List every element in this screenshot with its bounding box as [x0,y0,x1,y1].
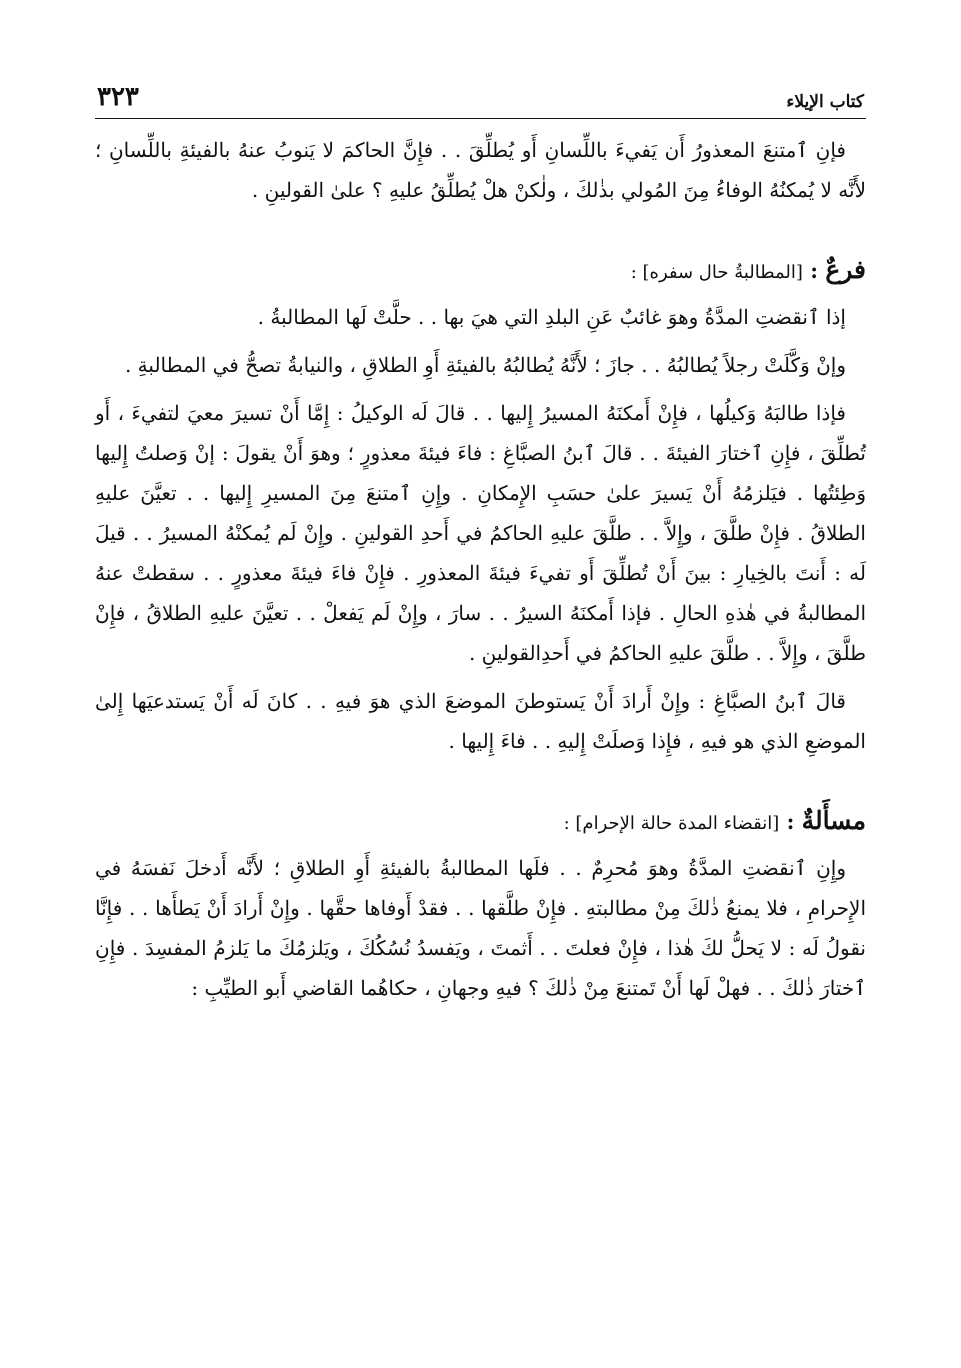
heading-separator: : [802,258,826,283]
paragraph-1: فإنِ ٱمتنعَ المعذورُ أَن يَفيءَ باللِّسانِ أَو يُطلِّقَ . . فإِنَّ الحاكمَ لا يَنوبُ عنهُ بالفيئةِ باللِّسانِ ؛ لأَنَّه لا يُمكنُهُ الوفاءُ مِنَ المُولي بذٰلكَ ، ولٰكنْ هلْ يُطلِّقُ عليهِ ؟ علىٰ القولينِ . [95,138,866,202]
paragraph-5: قالَ ٱبنُ الصبَّاغِ : وإِنْ أَرادَ أَنْ يَستوطنَ الموضعَ الذي هوَ فيهِ . . كانَ لَه أَنْ يَستدعيَها إِلىٰ الموضعِ الذي هو فيهِ ، فإِذا وَصلَتْ إِليهِ . . فاءَ إِليها . [95,689,866,753]
heading-separator: : [779,809,802,834]
body-text [95,130,866,1008]
running-title: كتاب الإيلاء [786,92,864,112]
paragraph-4: فإذا طالبَهُ وَكيلُها ، فإِنْ أَمكنَهُ المسيرُ إِليها . . قالَ لَه الوكيلُ : إِمَّا أَنْ تسيرَ معيَ لتفيءَ ، أَو تُطلِّقَ ، فإِنِ ٱختارَ الفيئةَ . . قالَ ٱبنُ الصبَّاغِ : فاءَ فيئةَ معذورٍ ؛ وهوَ أَنْ يقولَ : إنْ وَصلتُ إِليها وَطِئتُها . فيَلزمُهُ أَنْ يَسيرَ علىٰ حسَبِ الإِمكانِ . وإِنِ ٱمتنعَ مِنَ المسيرِ إِليها . . تعيَّنَ عليهِ الطلاقُ . فإِنْ طلَّقَ ، وإِلاَّ . . طلَّقَ عليهِ الحاكمُ في أَحدِ القولينِ . وإِنْ لَم يُمكنْهُ المسيرُ . . قيلَ لَه : أَنتَ بالخِيارِ : بينَ أَنْ تُطلِّقَ أَو تفيءَ فيئةَ المعذورِ . فإِنْ فاءَ فيئةَ معذورٍ . . سقطتْ عنهُ المطالبةُ في هٰذهِ الحالِ . فإذا أَمكنَهُ السيرُ . . سارَ ، وإِنْ لَم يَفعلْ . . تعيَّنَ عليهِ الطلاقُ ، فإِنْ طلَّقَ ، وإِلاَّ . . طلَّقَ عليهِ الحاكمُ في أَحدِالقولينِ . [95,401,866,665]
heading-term: مسأَلةٌ [801,806,866,835]
section-heading-masala [95,801,866,844]
paragraph-2: إذا ٱنقضتِ المدَّةُ وهوَ غائبٌ عَنِ البلدِ التي هيَ بها . . حلَّتْ لَها المطالبةُ . [257,305,846,329]
heading-title: [المطالبةُ حال سفره] : [630,262,803,283]
section-heading-far [95,250,866,293]
paragraph-3: وإنْ وَكَّلَتْ رجلاً يُطالبُهُ . . جازَ ؛ لأَنَّهُ يُطالبُهُ بالفيئةِ أَوِ الطلاقِ ، والنيابةُ تصحُّ في المطالبةِ . [124,353,846,377]
paragraph-6: وإِنِ ٱنقضتِ المدَّةُ وهوَ مُحرِمٌ . . فلَها المطالبةُ بالفيئةِ أَوِ الطلاقِ ؛ لأَنَّه أَدخلَ نَفسَهُ في الإِحرامِ ، فلا يمنعُ ذٰلكَ مِنْ مطالبتهِ . فإِنْ طلَّقها . . فقدْ أَوفاها حقَّها . وإِنْ أَرادَ أَنْ يَطأَها . . فإِنَّا نقولُ لَه : لا يَحلُّ لكَ هٰذا ، فإِنْ فعلتَ . . أَثمتَ ، ويَفسدُ نُسُكُكَ ، ويَلزمُكَ ما يَلزمُ المفسِدَ . فإِنِ ٱختارَ ذٰلكَ . . فهلْ لَها أَنْ تَمتنعَ مِنْ ذٰلكَ ؟ فيهِ وجهانِ ، حكاهُما القاضي أَبو الطيِّبِ : [95,856,867,1000]
page-number: ٣٢٣ [97,82,139,112]
page-header [95,78,866,119]
heading-term: فرعٌ [825,255,866,284]
heading-title: [انقضاء المدة حالة الإحرام] : [563,813,780,834]
